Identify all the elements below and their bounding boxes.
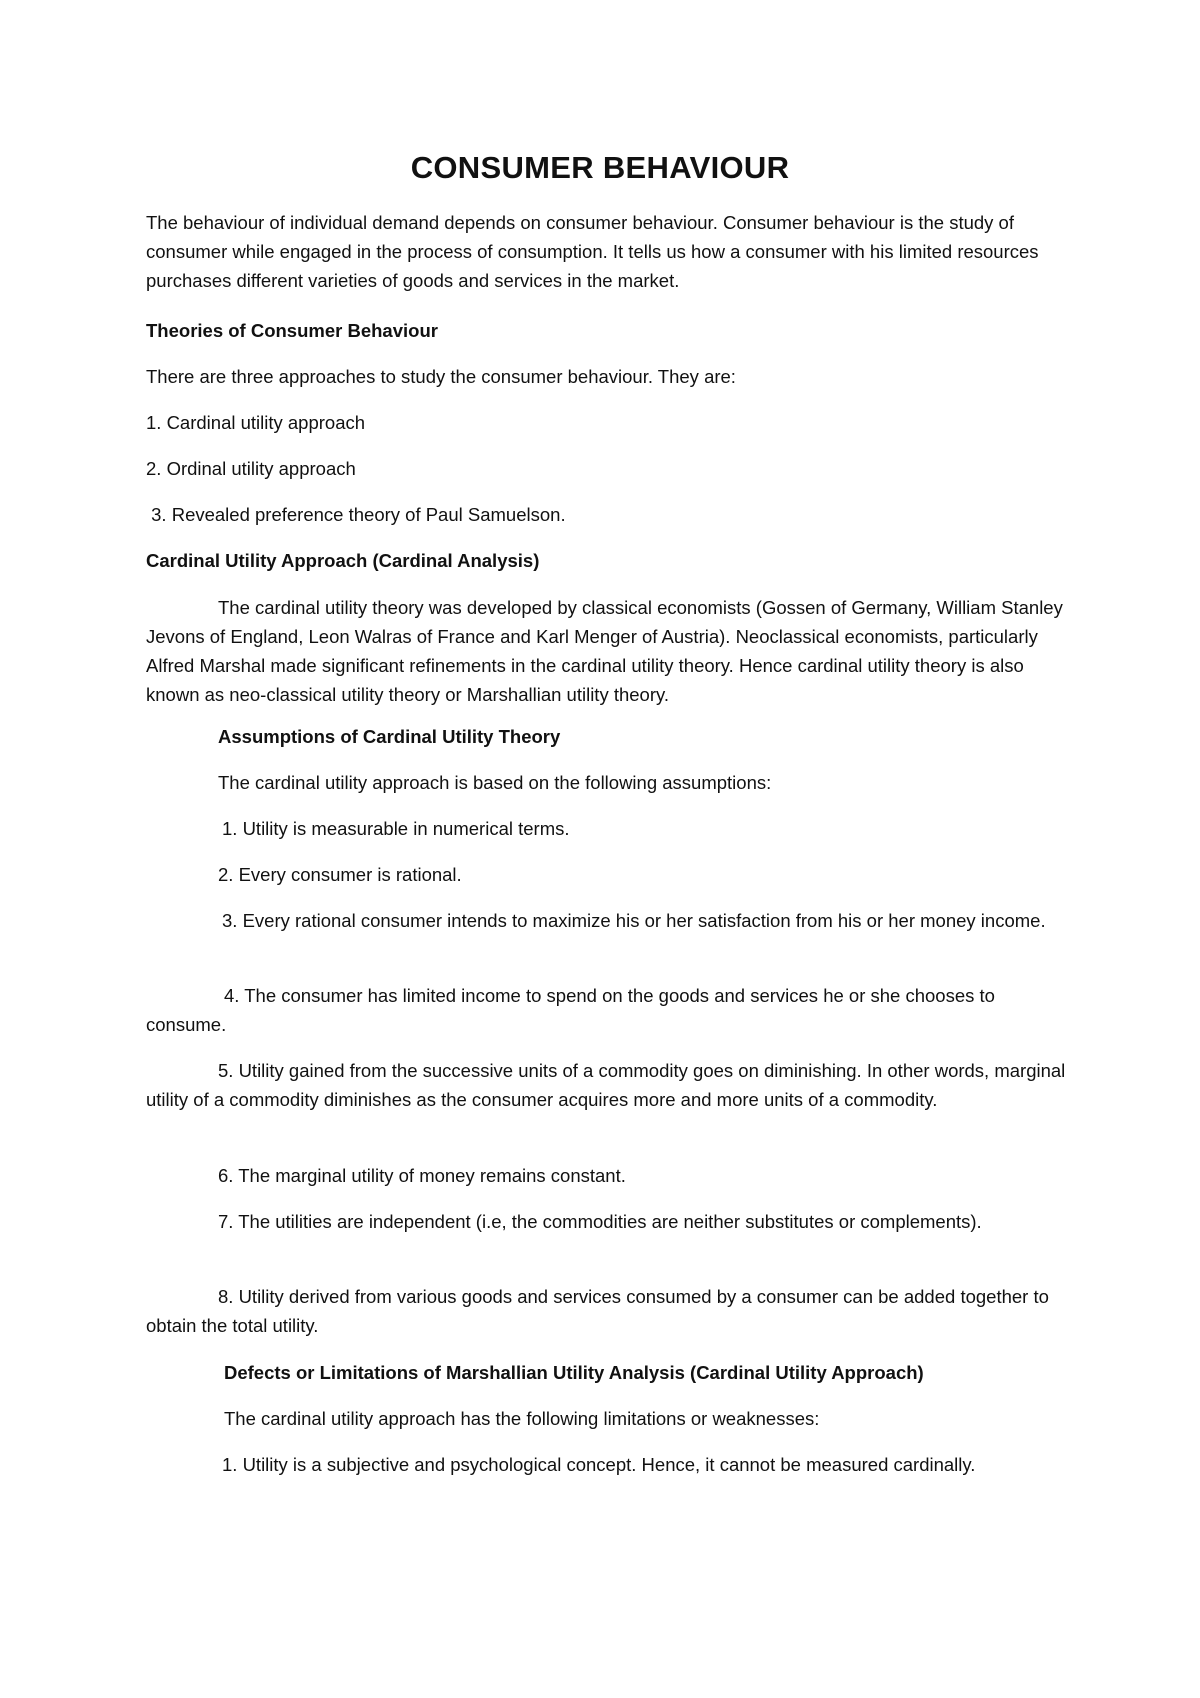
assumption-item-1: 1. Utility is measurable in numerical terms. — [222, 818, 570, 839]
assumptions-heading: Assumptions of Cardinal Utility Theory — [218, 726, 561, 747]
intro-text: The behaviour of individual demand depends on consumer behaviour. Consumer behaviour is the study of consumer while engaged in the process of consumption. It tells us how a consumer with his limited resources purchases different varieties of goods and services in the market. — [146, 212, 1039, 291]
assumption-item-8: 8. Utility derived from various goods and services consumed by a consumer can be added together to obtain the total utility. — [146, 1286, 1049, 1336]
intro-paragraph — [146, 208, 1066, 295]
cardinal-paragraph: The cardinal utility theory was developed by classical economists (Gossen of Germany, William Stanley Jevons of England, Leon Walras of France and Karl Menger of Austria). Neoclassical economists, particularly Alfred Marshal made significant refinements in the cardinal utility theory. Hence cardinal utility theory is also known as neo-classical utility theory or Marshallian utility theory. — [146, 597, 1063, 705]
document-title: CONSUMER BEHAVIOUR — [410, 150, 790, 185]
approach-item-2: 2. Ordinal utility approach — [146, 458, 356, 479]
theories-heading: Theories of Consumer Behaviour — [146, 320, 438, 341]
assumption-item-3: 3. Every rational consumer intends to maximize his or her satisfaction from his or her money income. — [222, 910, 1046, 931]
approach-item-3: 3. Revealed preference theory of Paul Samuelson. — [146, 504, 566, 525]
approach-item-1: 1. Cardinal utility approach — [146, 412, 366, 433]
assumption-item-2: 2. Every consumer is rational. — [218, 864, 462, 885]
assumption-item-5: 5. Utility gained from the successive units of a commodity goes on diminishing. In other words, marginal utility of a commodity diminishes as the consumer acquires more and more units of a commodity. — [146, 1060, 1066, 1110]
assumptions-intro: The cardinal utility approach is based on the following assumptions: — [218, 772, 772, 793]
defects-intro: The cardinal utility approach has the following limitations or weaknesses: — [224, 1408, 820, 1429]
defects-heading: Defects or Limitations of Marshallian Utility Analysis (Cardinal Utility Approach) — [224, 1362, 924, 1383]
assumption-item-6: 6. The marginal utility of money remains constant. — [218, 1165, 626, 1186]
defect-item-1: 1. Utility is a subjective and psychological concept. Hence, it cannot be measured cardinally. — [222, 1454, 976, 1475]
theories-intro: There are three approaches to study the consumer behaviour. They are: — [146, 366, 736, 387]
cardinal-heading: Cardinal Utility Approach (Cardinal Analysis) — [146, 550, 540, 571]
assumption-item-4: 4. The consumer has limited income to spend on the goods and services he or she chooses to consume. — [146, 985, 995, 1035]
assumption-item-7: 7. The utilities are independent (i.e, the commodities are neither substitutes or complements). — [218, 1211, 982, 1232]
